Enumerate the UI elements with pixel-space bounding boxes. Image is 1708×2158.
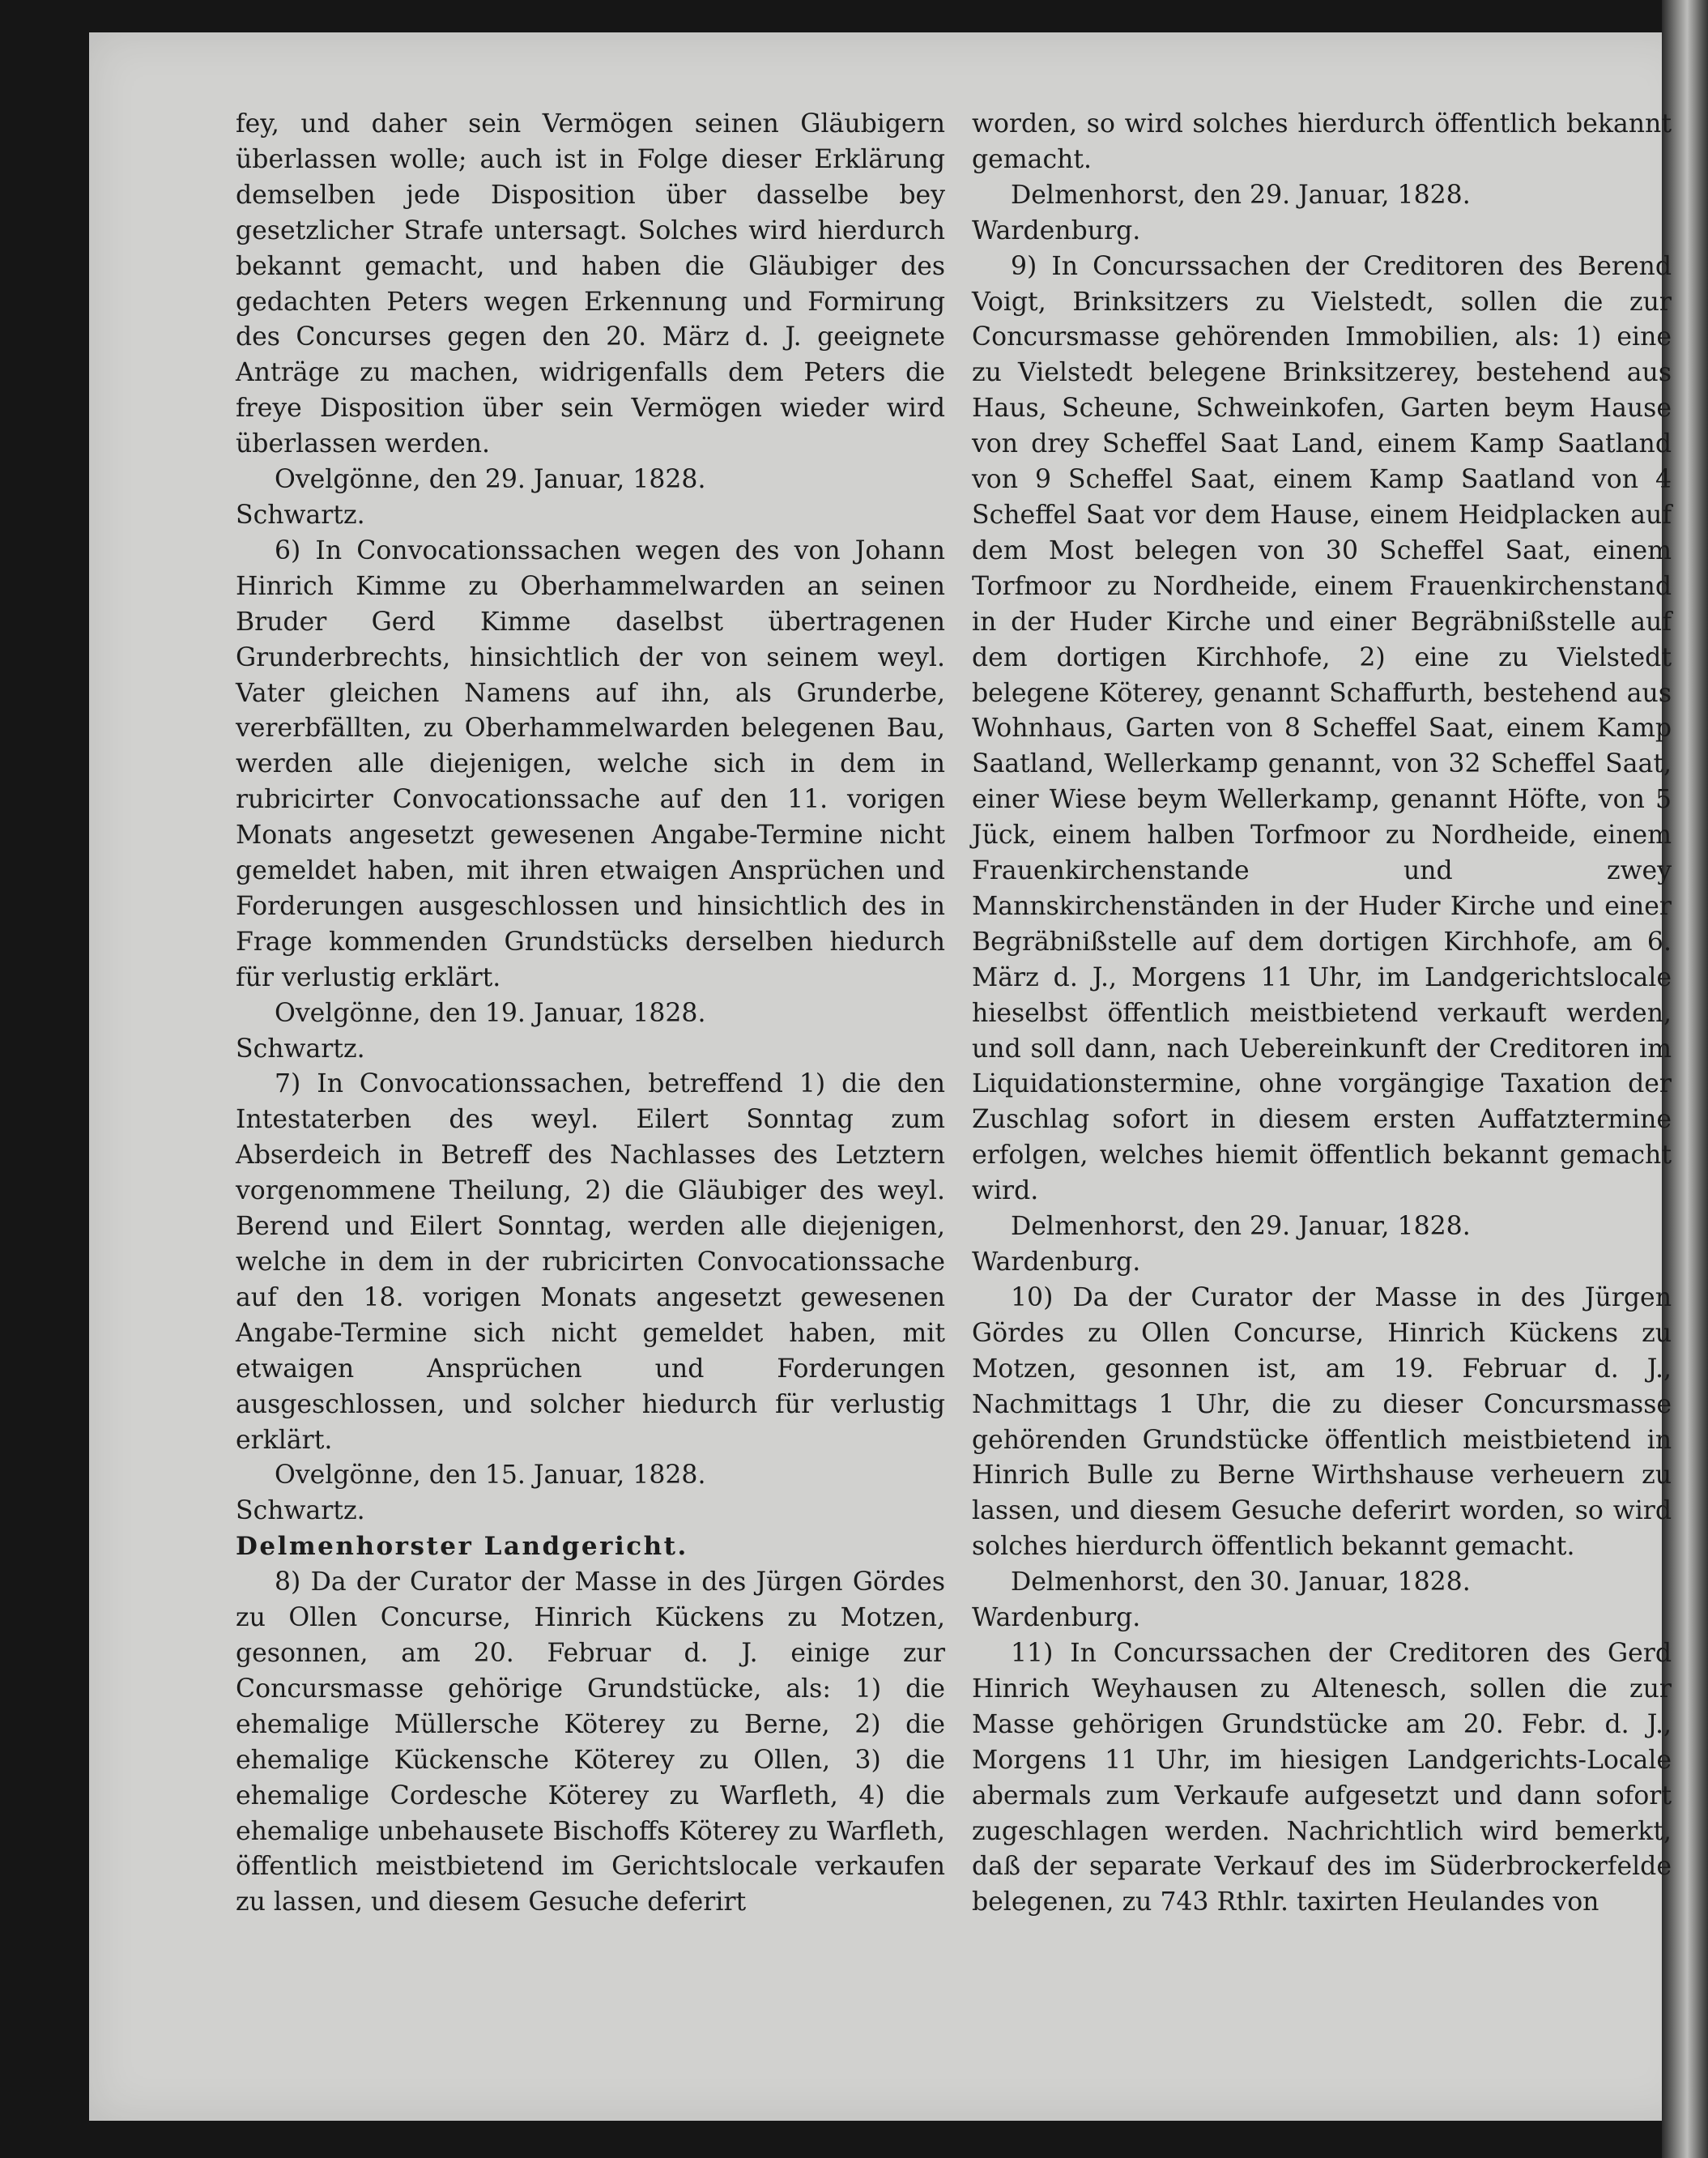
notice-10-place-date: Delmenhorst, den 30. Januar, 1828. [1011, 1567, 1471, 1597]
notice-9-place-date: Delmenhorst, den 29. Januar, 1828. [1011, 1212, 1471, 1242]
notice-8-continuation: worden, so wird solches hierdurch öffentlich bekannt gemacht. [972, 109, 1672, 174]
notice-8: 8) Da der Curator der Masse in des Jürgen Gördes zu Ollen Concurse, Hinrich Kückens zu Motzen, gesonnen, am 20. Februar d. J. einige zur Concursmasse gehörige Grundstücke, als: 1) die ehemalige Müllersche Köterey zu Berne, 2) die ehemalige Kückensche Köterey zu Ollen, 3) die ehemalige Cordesche Köterey zu Warfleth, 4) die ehemalige unbehausete Bischoffs Köterey zu Warfleth, öffentlich meistbietend im Gerichtslocale verkaufen zu lassen, und diesem Gesuche deferirt [236, 1567, 945, 1917]
notice-8-place-date: Delmenhorst, den 29. Januar, 1828. [1011, 180, 1471, 210]
notice-9-signature: Wardenburg. [972, 1247, 1141, 1277]
notice-9: 9) In Concurssachen der Creditoren des Berend Voigt, Brinksitzers zu Vielstedt, sollen die zur Concursmasse gehörenden Immobilien, als: 1) eine zu Vielstedt belegene Brinksitzerey, bestehend aus Haus, Scheune, Schweinkofen, Garten beym Hause von drey Scheffel Saat Land, einem Kamp Saatland von 9 Scheffel Saat, einem Kamp Saatland von 4 Scheffel Saat vor dem Hause, einem Heidplacken auf dem Most belegen von 30 Scheffel Saat, einem Torfmoor zu Nordheide, einem Frauenkirchenstand in der Huder Kirche und einer Begräbnißstelle auf dem dortigen Kirchhofe, 2) eine zu Vielstedt belegene Köterey, genannt Schaffurth, bestehend aus Wohnhaus, Garten von 8 Scheffel Saat, einem Kamp Saatland, Wellerkamp genannt, von 32 Scheffel Saat, einer Wiese beym Wellerkamp, genannt Höfte, von 5 Jück, einem halben Torfmoor zu Nordheide, einem Frauenkirchenstande und zwey Mannskirchenständen in der Huder Kirche und einer Begräbnißstelle auf dem dortigen Kirchhofe, am 6. März d. J., Morgens 11 Uhr, im Landgerichtslocale hieselbst öffentlich meistbietend verkauft werden, und soll dann, nach Uebereinkunft der Creditoren im Liquidationstermine, ohne vorgängige Taxation der Zuschlag sofort in diesem ersten Auffatztermine erfolgen, welches hiemit öffentlich bekannt gemacht wird. [972, 251, 1672, 1206]
notice-8-signature: Wardenburg. [972, 215, 1141, 245]
notice-11: 11) In Concurssachen der Creditoren des Gerd Hinrich Weyhausen zu Altenesch, sollen die zur Masse gehörigen Grundstücke am 20. Febr. d. J., Morgens 11 Uhr, im hiesigen Landgerichts-Locale abermals zum Verkaufe aufgesetzt und dann sofort zugeschlagen werden. Nachrichtlich wird bemerkt, daß der separate Verkauf des im Süderbrockerfelde belegenen, zu 743 Rthlr. taxirten Heulandes von [972, 1638, 1672, 1917]
notice-7-signature: Schwartz. [236, 1496, 365, 1526]
notice-10-signature: Wardenburg. [972, 1603, 1141, 1633]
notice-5-signature: Schwartz. [236, 500, 365, 530]
left-column [236, 107, 945, 1921]
right-column [972, 107, 1672, 1921]
notice-6-place-date: Ovelgönne, den 19. Januar, 1828. [275, 998, 706, 1028]
notice-6: 6) In Convocationssachen wegen des von Johann Hinrich Kimme zu Oberhammelwarden an seinen Bruder Gerd Kimme daselbst übertragenen Grunderbrechts, hinsichtlich der von seinem weyl. Vater gleichen Namens auf ihn, als Grunderbe, vererbfällten, zu Oberhammelwarden belegenen Bau, werden alle diejenigen, welche sich in dem in rubricirter Convocationssache auf den 11. vorigen Monats angesetzt gewesenen Angabe-Termine nicht gemeldet haben, mit ihren etwaigen Ansprüchen und Forderungen ausgeschlossen und hinsichtlich des in Frage kommenden Grundstücks derselben hiedurch für verlustig erklärt. [236, 535, 945, 992]
notice-7: 7) In Convocationssachen, betreffend 1) die den Intestaterben des weyl. Eilert Sonntag zum Abserdeich in Betreff des Nachlasses des Letztern vorgenommene Theilung, 2) die Gläubiger des weyl. Berend und Eilert Sonntag, werden alle diejenigen, welche in dem in der rubricirten Convocationssache auf den 18. vorigen Monats angesetzt gewesenen Angabe-Termine sich nicht gemeldet haben, mit etwaigen Ansprüchen und Forderungen ausgeschlossen, und solcher hiedurch für verlustig erklärt. [236, 1069, 945, 1455]
notice-5-continuation: fey, und daher sein Vermögen seinen Gläubigern überlassen wolle; auch ist in Folge dieser Erklärung demselben jede Disposition über dasselbe bey gesetzlicher Strafe untersagt. Solches wird hierdurch bekannt gemacht, und haben die Gläubiger des gedachten Peters wegen Erkennung und Formirung des Concurses gegen den 20. März d. J. geeignete Anträge zu machen, widrigenfalls dem Peters die freye Disposition über sein Vermögen wieder wird überlassen werden. [236, 109, 945, 459]
notice-7-place-date: Ovelgönne, den 15. Januar, 1828. [275, 1461, 706, 1491]
notice-6-signature: Schwartz. [236, 1034, 365, 1064]
notice-10: 10) Da der Curator der Masse in des Jürgen Gördes zu Ollen Concurse, Hinrich Kückens zu Motzen, gesonnen ist, am 19. Februar d. J., Nachmittags 1 Uhr, die zu dieser Concursmasse gehörenden Grundstücke öffentlich meistbietend in Hinrich Bulle zu Berne Wirthshause verheuern zu lassen, und diesem Gesuche deferirt worden, so wird solches hierdurch öffentlich bekannt gemacht. [972, 1282, 1672, 1562]
section-heading: Delmenhorster Landgericht. [236, 1532, 688, 1562]
notice-5-place-date: Ovelgönne, den 29. Januar, 1828. [275, 465, 706, 495]
